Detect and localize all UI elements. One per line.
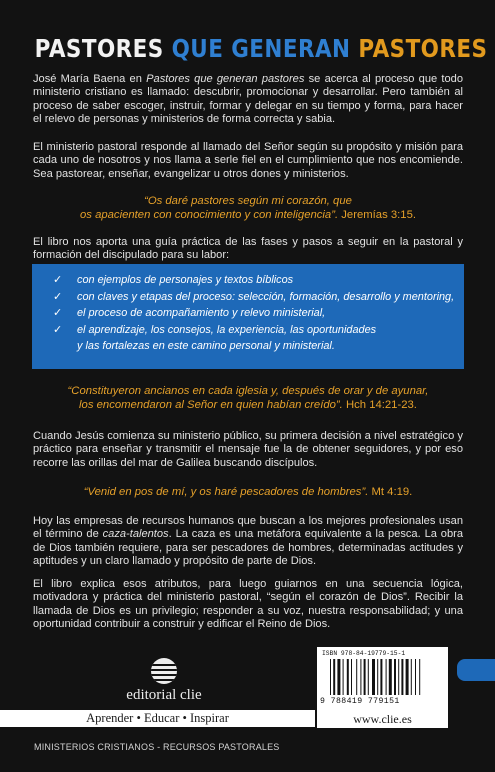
list-item	[32, 338, 464, 355]
barcode-stripe	[368, 659, 369, 695]
jesus-paragraph: Cuando Jesús comienza su ministerio público, su primera decisión a nivel estratégico y práctico para enseñar y transmitir el mensaje fue la de obtener seguidores, y por eso recorre las orillas del mar de Galilea buscando discípulos.	[33, 430, 463, 469]
barcode-stripe	[372, 659, 375, 695]
features-panel	[32, 264, 464, 369]
title-word-pastores: PASTORES	[34, 34, 164, 63]
barcode-stripe	[380, 659, 382, 695]
barcode-stripe	[330, 659, 331, 695]
quote-jeremias-line2: os apacienten con conocimiento y con inteligencia”.	[80, 209, 339, 221]
publisher-name: editorial clie	[126, 687, 202, 703]
barcode-stripe	[377, 659, 378, 695]
barcode-stripe	[419, 659, 420, 695]
barcode-stripe	[386, 659, 387, 695]
publisher-url: www.clie.es	[353, 712, 412, 726]
barcode-stripe	[415, 659, 416, 695]
check-icon: ✓	[53, 307, 63, 319]
intro-text-cont: se acerca al proceso que todo ministerio cristiano es llamado: descubrir, promocionar y desarrollar. Pero también al proceso de saber escoger, instruir, formar y delegar en su tiempo y forma, para hacer el relevo de personas y ministerios de forma correcta y sabia.	[33, 73, 463, 126]
list-item	[32, 272, 464, 289]
quote-jeremias-line1: “Os daré pastores según mi corazón, que	[144, 195, 352, 207]
quote-hechos-line2: los encomendaron al Señor en quien habían creído”.	[79, 399, 343, 411]
intro-paragraph	[33, 73, 463, 127]
talent-text-cont: . La caza es una metáfora equivalente a la pesca. La obra de Dios también requiere, para ser pescadores de hombres, determinadas actitudes y aptitudes y un claro llamado y propósito de parte de Dios.	[33, 528, 463, 568]
quote-mateo	[33, 485, 463, 499]
side-tab	[457, 659, 495, 681]
check-icon: ✓	[53, 290, 63, 303]
title-word-pastores-2: PASTORES	[358, 34, 488, 63]
barcode-stripe	[394, 659, 396, 695]
list-item-text: y las fortalezas en este camino personal y ministerial.	[77, 340, 335, 352]
barcode-stripe	[389, 659, 392, 695]
barcode-stripe	[356, 659, 357, 695]
barcode-stripe	[360, 659, 361, 695]
quote-hechos	[33, 384, 463, 412]
barcode-stripe	[364, 659, 366, 695]
quote-jeremias-ref: Jeremías 3:15.	[338, 209, 416, 221]
barcode-stripe	[347, 659, 349, 695]
barcode-stripe	[351, 659, 352, 695]
clie-logo-icon	[151, 658, 177, 684]
check-icon: ✓	[53, 274, 63, 286]
publisher-slogan: Aprender • Educar • Inspirar	[86, 711, 229, 725]
talent-text: Hoy las empresas de recursos humanos que buscan a los mejores profesionales usan el término de	[33, 515, 463, 541]
list-item-text: con ejemplos de personajes y textos bíblicos	[77, 274, 294, 286]
closing-paragraph: El libro explica esos atributos, para luego guiarnos en una secuencia lógica, motivadora y práctica del ministerio pastoral, “según el corazón de Dios”. Recibir la llamada de Dios es un privilegio; responder a su voz, nuestra responsabilidad; y una oportunidad contribuir a construir y edificar el Reino de Dios.	[33, 578, 463, 631]
barcode-stripe	[398, 659, 399, 695]
intro-text: José María Baena en	[33, 73, 147, 85]
isbn-label: ISBN 978-84-19779-15-1	[322, 650, 406, 657]
barcode-icon	[330, 659, 442, 695]
barcode-stripe	[333, 659, 335, 695]
barcode-stripe	[401, 659, 403, 695]
barcode-digits: 9 788419 779151	[320, 697, 400, 706]
book-name-italic: Pastores que generan pastores	[146, 73, 305, 85]
barcode-stripe	[411, 659, 412, 695]
list-item	[32, 322, 464, 339]
list-item-text: el aprendizaje, los consejos, la experiencia, las oportunidades	[77, 323, 377, 336]
book-title	[34, 34, 488, 63]
barcode-stripe	[337, 659, 340, 695]
list-item	[32, 305, 464, 322]
quote-mateo-ref: Mt 4:19.	[368, 486, 413, 498]
list-item	[32, 289, 464, 306]
features-list	[32, 264, 464, 355]
barcode-stripe	[343, 659, 344, 695]
caza-talentos-italic: caza-talentos	[102, 528, 169, 541]
ministry-paragraph: El ministerio pastoral responde al llamado del Señor según su propósito y misión para cada uno de nosotros y nos llama a serle fiel en el cumplimiento que nos encomiende. Sea pastorear, enseñar, evangelizar u otros dones y ministerios.	[33, 141, 463, 180]
guide-paragraph: El libro nos aporta una guía práctica de las fases y pasos a seguir en la pastoral y formación del discipulado para su labor:	[33, 236, 463, 262]
quote-mateo-line1: “Venid en pos de mí, y os haré pescadores de hombres”.	[83, 486, 369, 498]
talent-paragraph	[33, 515, 463, 569]
quote-hechos-line1: “Constituyeron ancianos en cada iglesia y, después de orar y de ayunar,	[67, 385, 429, 397]
title-words-que-generan: QUE GENERAN	[171, 34, 351, 63]
quote-hechos-ref: Hch 14:21-23.	[342, 399, 417, 411]
list-item-text: el proceso de acompañamiento y relevo ministerial,	[77, 307, 326, 319]
check-icon: ✓	[53, 323, 63, 336]
footer-categories: MINISTERIOS CRISTIANOS - RECURSOS PASTORALES	[34, 742, 280, 752]
quote-jeremias	[33, 194, 463, 222]
barcode-stripe	[406, 659, 409, 695]
list-item-text: con claves y etapas del proceso: selección, formación, desarrollo y mentoring,	[77, 290, 455, 303]
